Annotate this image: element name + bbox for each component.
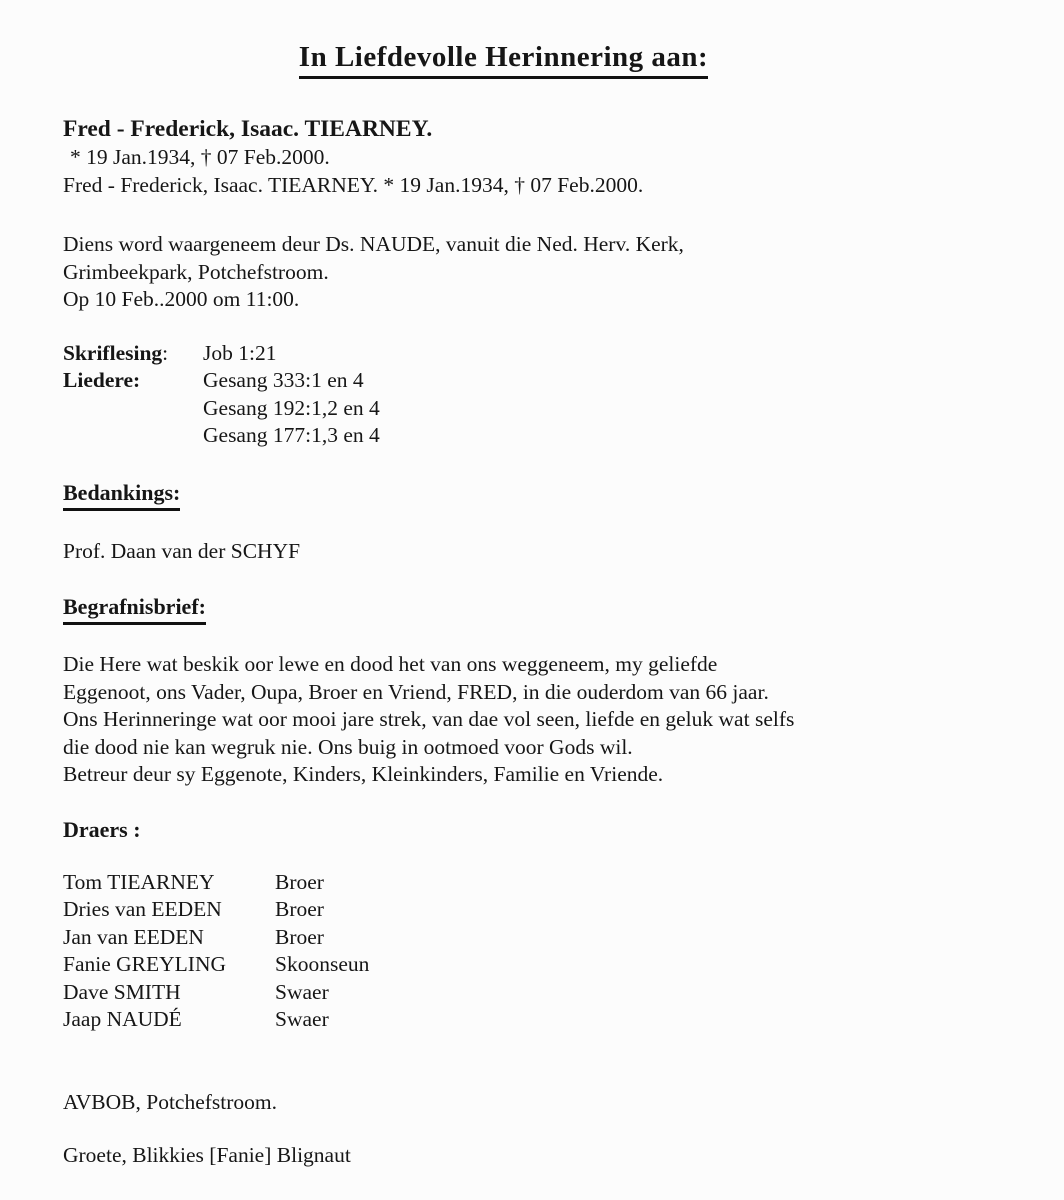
bearer-row [63,951,1006,979]
bearer-relation: Swaer [275,1007,329,1031]
skriflesing-row [63,340,1006,368]
skriflesing-value: Job 1:21 [203,340,277,365]
bearer-name: Jaap NAUDÉ [63,1007,182,1031]
service-line-1: Diens word waargeneem deur Ds. NAUDE, vanuit die Ned. Herv. Kerk, [63,232,684,256]
eulogy-line-1: Die Here wat beskik oor lewe en dood het van ons weggeneem, my geliefde [63,652,718,676]
liedere-label-spacer [63,422,203,450]
bearer-row [63,924,1006,952]
eulogy-line-2: Eggenoot, ons Vader, Oupa, Broer en Vriend, FRED, in die ouderdom van 66 jaar. [63,679,769,704]
bearer-relation: Broer [275,869,324,894]
deceased-dates: * 19 Jan.1934, † 07 Feb.2000. [70,145,330,169]
liturgy-block [63,340,1006,450]
bearer-name: Jan van EEDEN [63,924,204,949]
liedere-label: Liedere: [63,368,141,392]
skriflesing-label: Skriflesing: [63,340,169,365]
bearer-row [63,979,1006,1007]
greeting-line: Groete, Blikkies [Fanie] Blignaut [63,1143,351,1167]
bearer-relation: Broer [275,924,324,949]
service-line-3: Op 10 Feb..2000 om 11:00. [63,287,300,311]
deceased-summary-line: Fred - Frederick, Isaac. TIEARNEY. * 19 Jan.1934, † 07 Feb.2000. [63,172,644,197]
skriflesing-colon: : [162,340,169,365]
memorial-title: In Liefdevolle Herinnering aan: [299,40,708,79]
bearer-row [63,896,1006,924]
service-block [63,231,1006,314]
undertaker-line: AVBOB, Potchefstroom. [63,1089,278,1114]
bearer-name: Tom TIEARNEY [63,869,215,894]
bedankings-heading-row [63,479,1006,511]
bearer-name: Dries van EEDEN [63,897,222,921]
deceased-name: Fred - Frederick, Isaac. TIEARNEY. [63,116,433,142]
eulogy-line-5: Betreur deur sy Eggenote, Kinders, Kleinkinders, Familie en Vriende. [63,762,664,786]
bearer-row [63,1006,1006,1034]
liedere-row [63,367,1006,395]
bearer-name: Fanie GREYLING [63,952,227,976]
liedere-value-2: Gesang 192:1,2 en 4 [203,395,380,420]
liedere-row [63,422,1006,450]
bedankings-heading: Bedankings: [63,479,180,511]
begrafnisbrief-heading-row [63,593,1006,625]
liedere-value-3: Gesang 177:1,3 en 4 [203,423,380,447]
service-line-2: Grimbeekpark, Potchefstroom. [63,259,329,284]
deceased-block [63,115,1006,199]
eulogy-line-4: die dood nie kan wegruk nie. Ons buig in ootmoed voor Gods wil. [63,734,633,759]
bearer-relation: Broer [275,897,324,921]
bearer-relation: Swaer [275,979,329,1004]
bearer-name: Dave SMITH [63,979,181,1004]
liedere-value-1: Gesang 333:1 en 4 [203,368,364,392]
draers-heading: Draers : [63,816,141,842]
bearers-list [63,869,1006,1034]
title-row [63,40,1006,79]
bearer-row [63,869,1006,897]
bedankings-name: Prof. Daan van der SCHYF [63,538,301,563]
bearer-relation: Skoonseun [275,952,370,976]
liedere-row [63,395,1006,423]
eulogy-paragraph [63,651,1006,789]
liedere-label-spacer [63,395,203,423]
begrafnisbrief-heading: Begrafnisbrief: [63,593,206,625]
eulogy-line-3: Ons Herinneringe wat oor mooi jare strek, van dae vol seen, liefde en geluk wat selfs [63,707,795,731]
